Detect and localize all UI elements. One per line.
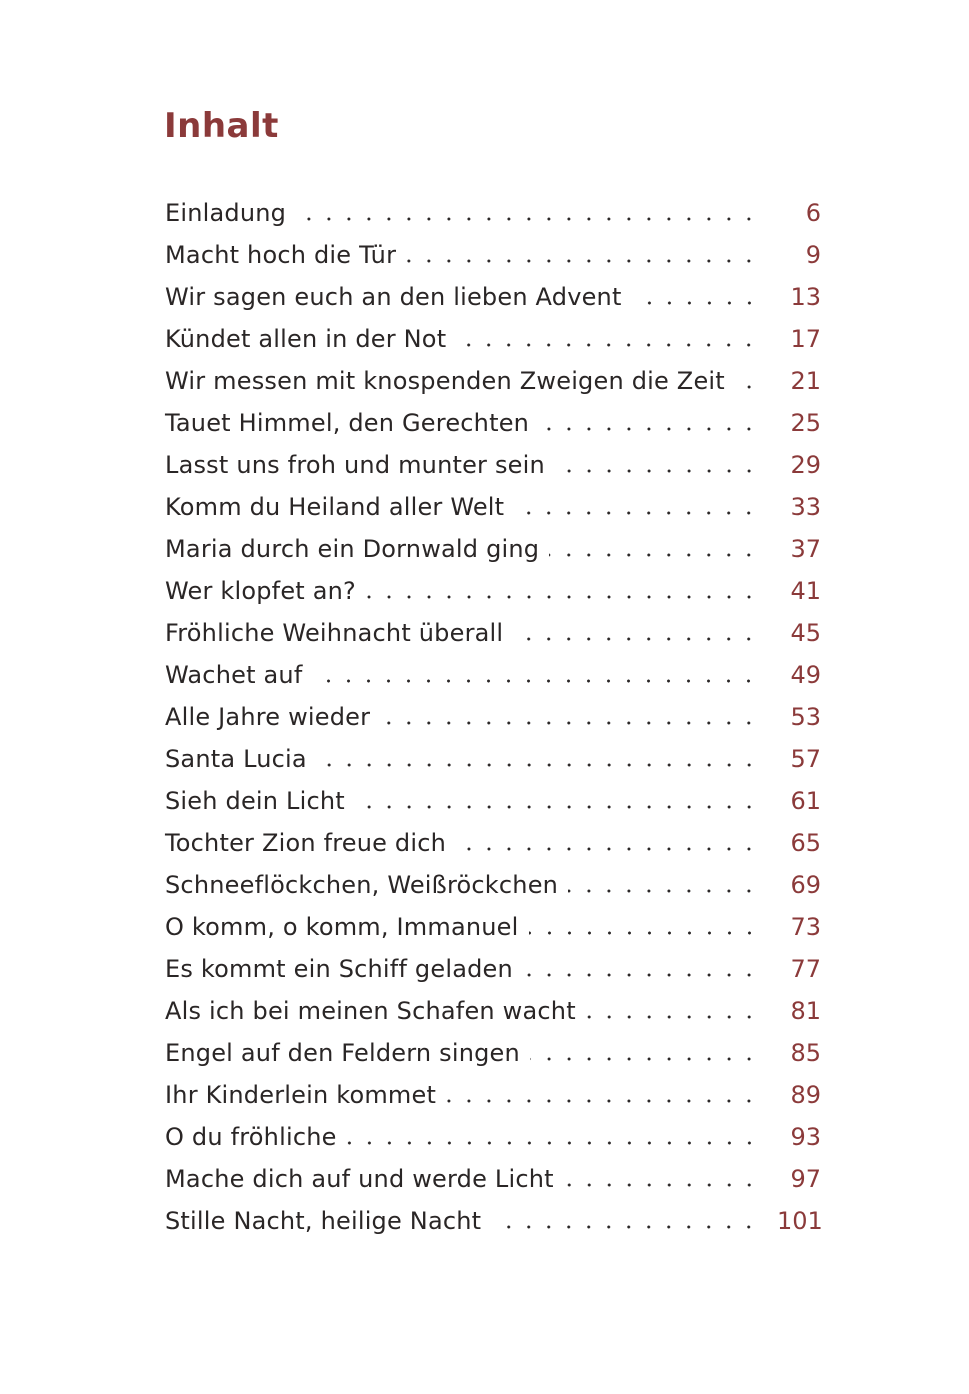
- toc-entry[interactable]: [165, 1074, 821, 1116]
- toc-entry-page-number: 65: [790, 829, 821, 857]
- toc-entry-page-number: 49: [790, 661, 821, 689]
- toc-entry-title: O du fröhliche: [165, 1123, 337, 1151]
- dot-leader: [586, 1015, 759, 1019]
- dot-leader: [446, 1099, 759, 1103]
- toc-entry[interactable]: [165, 1200, 821, 1242]
- toc-entry[interactable]: [165, 1116, 821, 1158]
- dot-leader: [456, 343, 759, 347]
- toc-entry[interactable]: [165, 738, 821, 780]
- toc-entry-page-number: 101: [777, 1207, 823, 1235]
- table-of-contents: [165, 192, 821, 1242]
- toc-entry[interactable]: [165, 528, 821, 570]
- toc-entry-page-number: 77: [790, 955, 821, 983]
- toc-entry[interactable]: [165, 234, 821, 276]
- toc-entry-title: Stille Nacht, heilige Nacht: [165, 1207, 482, 1235]
- toc-entry-page-number: 93: [790, 1123, 821, 1151]
- toc-entry[interactable]: [165, 276, 821, 318]
- toc-entry-page-number: 97: [790, 1165, 821, 1193]
- toc-entry-title: Komm du Heiland aller Welt: [165, 493, 505, 521]
- toc-entry-page-number: 41: [790, 577, 821, 605]
- toc-entry-title: Macht hoch die Tür: [165, 241, 397, 269]
- dot-leader: [555, 469, 759, 473]
- toc-entry-page-number: 33: [790, 493, 821, 521]
- toc-entry-page-number: 29: [790, 451, 821, 479]
- toc-entry-page-number: 53: [790, 703, 821, 731]
- toc-entry-title: Wer klopfet an?: [165, 577, 356, 605]
- dot-leader: [366, 595, 759, 599]
- toc-entry-title: Fröhliche Weihnacht überall: [165, 619, 504, 647]
- toc-entry-title: Ihr Kinderlein kommet: [165, 1081, 437, 1109]
- toc-entry-title: Schneeflöckchen, Weißröckchen: [165, 871, 559, 899]
- toc-entry-page-number: 57: [790, 745, 821, 773]
- dot-leader: [296, 217, 759, 221]
- toc-entry-page-number: 37: [790, 535, 821, 563]
- toc-entry-title: Wir sagen euch an den lieben Advent: [165, 283, 622, 311]
- toc-entry-title: Engel auf den Feldern singen: [165, 1039, 520, 1067]
- toc-entry-title: Mache dich auf und werde Licht: [165, 1165, 554, 1193]
- toc-entry-page-number: 9: [805, 241, 821, 269]
- dot-leader: [529, 931, 759, 935]
- toc-entry-page-number: 85: [790, 1039, 821, 1067]
- dot-leader: [632, 301, 759, 305]
- toc-entry-title: Einladung: [165, 199, 287, 227]
- toc-entry-title: Tochter Zion freue dich: [165, 829, 447, 857]
- toc-entry-title: Es kommt ein Schiff geladen: [165, 955, 513, 983]
- toc-entry-title: O komm, o komm, Immanuel: [165, 913, 519, 941]
- dot-leader: [491, 1225, 759, 1229]
- toc-entry[interactable]: [165, 192, 821, 234]
- toc-entry[interactable]: [165, 696, 821, 738]
- toc-entry[interactable]: [165, 612, 821, 654]
- dot-leader: [406, 259, 759, 263]
- dot-leader: [456, 847, 759, 851]
- dot-leader: [514, 511, 759, 515]
- dot-leader: [312, 679, 759, 683]
- toc-entry-page-number: 73: [790, 913, 821, 941]
- toc-entry-title: Sieh dein Licht: [165, 787, 345, 815]
- toc-entry[interactable]: [165, 318, 821, 360]
- toc-entry[interactable]: [165, 444, 821, 486]
- dot-leader: [513, 637, 759, 641]
- toc-entry-title: Lasst uns froh und munter sein: [165, 451, 545, 479]
- toc-entry-title: Tauet Himmel, den Gerechten: [165, 409, 530, 437]
- toc-entry[interactable]: [165, 990, 821, 1032]
- toc-entry-title: Santa Lucia: [165, 745, 307, 773]
- toc-entry-page-number: 69: [790, 871, 821, 899]
- toc-entry-page-number: 81: [790, 997, 821, 1025]
- toc-entry-page-number: 13: [790, 283, 821, 311]
- toc-entry[interactable]: [165, 402, 821, 444]
- toc-entry[interactable]: [165, 864, 821, 906]
- toc-entry-title: Als ich bei meinen Schafen wacht: [165, 997, 576, 1025]
- toc-entry-page-number: 45: [790, 619, 821, 647]
- toc-entry-title: Wir messen mit knospenden Zweigen die Zeit: [165, 367, 725, 395]
- toc-entry-page-number: 6: [805, 199, 821, 227]
- toc-entry[interactable]: [165, 1032, 821, 1074]
- toc-entry-page-number: 21: [790, 367, 821, 395]
- toc-entry[interactable]: [165, 822, 821, 864]
- toc-entry-title: Alle Jahre wieder: [165, 703, 371, 731]
- toc-entry[interactable]: [165, 360, 821, 402]
- dot-leader: [549, 553, 759, 557]
- dot-leader: [568, 889, 759, 893]
- dot-leader: [355, 805, 759, 809]
- toc-entry-page-number: 89: [790, 1081, 821, 1109]
- toc-entry-title: Wachet auf: [165, 661, 303, 689]
- dot-leader: [564, 1183, 759, 1187]
- toc-entry-page-number: 17: [790, 325, 821, 353]
- toc-entry-page-number: 61: [790, 787, 821, 815]
- toc-entry-page-number: 25: [790, 409, 821, 437]
- dot-leader: [539, 427, 759, 431]
- page-title: Inhalt: [164, 106, 279, 146]
- toc-entry-title: Maria durch ein Dornwald ging: [165, 535, 540, 563]
- toc-entry[interactable]: [165, 948, 821, 990]
- toc-entry[interactable]: [165, 654, 821, 696]
- toc-entry[interactable]: [165, 570, 821, 612]
- toc-entry[interactable]: [165, 486, 821, 528]
- dot-leader: [530, 1057, 759, 1061]
- dot-leader: [380, 721, 759, 725]
- dot-leader: [523, 973, 759, 977]
- dot-leader: [735, 385, 759, 389]
- toc-entry[interactable]: [165, 780, 821, 822]
- toc-entry-title: Kündet allen in der Not: [165, 325, 447, 353]
- toc-entry[interactable]: [165, 906, 821, 948]
- dot-leader: [347, 1141, 759, 1145]
- dot-leader: [317, 763, 759, 767]
- toc-entry[interactable]: [165, 1158, 821, 1200]
